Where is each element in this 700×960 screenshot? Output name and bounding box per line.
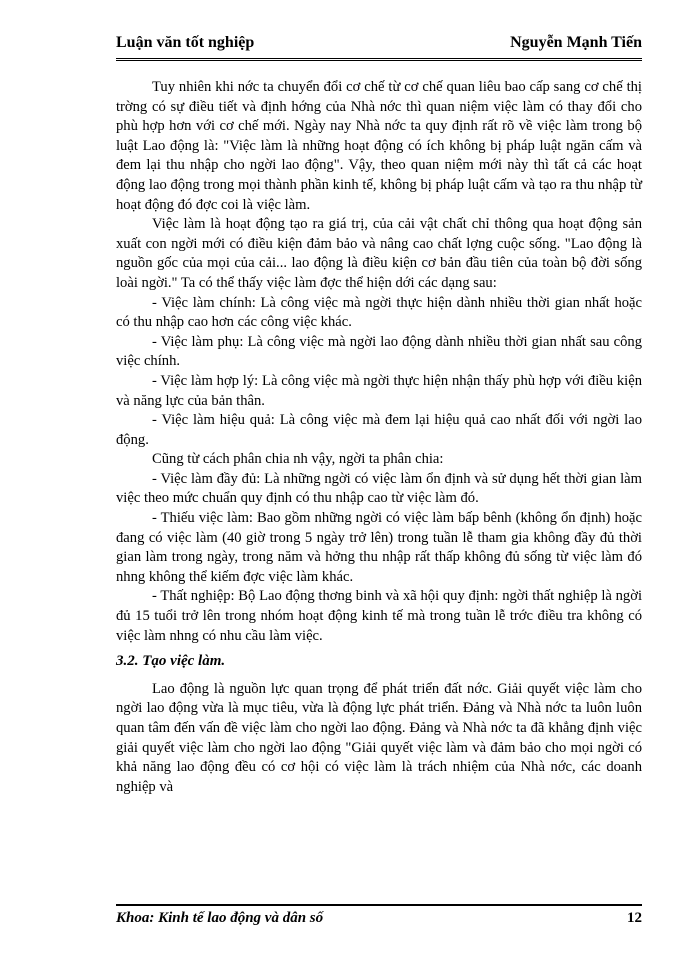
list-item: - Việc làm đầy đủ: Là những ngời có việc làm ổn định và sử dụng hết thời gian làm việc theo mức chuẩn quy định có thu nhập cao từ việc làm đó. xyxy=(116,470,642,507)
list-item: - Việc làm phụ: Là công việc mà ngời lao động dành nhiều thời gian nhất sau công việc chính. xyxy=(116,333,642,370)
page-body xyxy=(116,78,642,797)
body-paragraph: Tuy nhiên khi nớc ta chuyển đổi cơ chế từ cơ chế quan liêu bao cấp sang cơ chế thị trờng có sự điều tiết và định hớng của Nhà nớc thì quan niệm việc làm có thay đổi cho phù hợp hơn với cơ chế mới. Ngày nay Nhà nớc ta quy định rất rõ về việc làm trong bộ luật Lao động là: "Việc làm là những hoạt động có ích không bị pháp luật ngăn cấm và đem lại thu nhập cho ngời lao động". Vậy, theo quan niệm mới này thì tất cả các hoạt động lao động trong mọi thành phần kinh tế, không bị pháp luật cấm và tạo ra thu nhập từ hoạt động đó đợc coi là việc làm. xyxy=(116,79,642,213)
page-footer xyxy=(116,904,642,930)
footer-faculty: Khoa: Kinh tế lao động và dân số xyxy=(116,910,324,926)
body-paragraph: Lao động là nguồn lực quan trọng để phát triển đất nớc. Giải quyết việc làm cho ngời lao động vừa là mục tiêu, vừa là động lực phát triển. Đảng và Nhà nớc ta luôn luôn quan tâm đến vấn đề việc làm cho ngời lao động. Đảng và Nhà nớc ta đã khẳng định việc giải quyết việc làm cho ngời lao động "Giải quyết việc làm và đảm bảo cho mọi ngời có khả năng lao động đều có cơ hội có việc làm là trách nhiệm của Nhà nớc, các doanh nghiệp và xyxy=(116,680,642,795)
body-paragraph: Việc làm là hoạt động tạo ra giá trị, của cải vật chất chỉ thông qua hoạt động sản xuất con ngời mới có điều kiện đảm bảo và nâng cao chất lợng cuộc sống. "Lao động là nguồn gốc của mọi của cải... lao động là điều kiện cơ bản đầu tiên của toàn bộ đời sống loài ngời." Ta có thể thấy việc làm đợc thể hiện dới các dạng sau: xyxy=(116,216,642,291)
list-item: - Việc làm hợp lý: Là công việc mà ngời thực hiện nhận thấy phù hợp với điều kiện và năng lực của bản thân. xyxy=(116,372,642,409)
list-item: - Việc làm chính: Là công việc mà ngời thực hiện dành nhiều thời gian nhất hoặc có thu nhập cao hơn các công việc khác. xyxy=(116,294,642,331)
list-item: - Việc làm hiệu quả: Là công việc mà đem lại hiệu quả cao nhất đối với ngời lao động. xyxy=(116,412,642,448)
list-item: - Thất nghiệp: Bộ Lao động thơng binh và xã hội quy định: ngời thất nghiệp là ngời đủ 15 tuổi trở lên trong nhóm hoạt động kinh tế mà trong tuần lễ trớc điều tra không có việc làm nhng có nhu cầu làm việc. xyxy=(116,588,642,644)
page-header xyxy=(116,32,642,61)
page-number: 12 xyxy=(627,910,642,926)
body-paragraph: Cũng từ cách phân chia nh vậy, ngời ta phân chia: xyxy=(152,451,444,468)
header-thesis-label: Luận văn tốt nghiệp xyxy=(116,34,255,51)
section-heading: 3.2. Tạo việc làm. xyxy=(116,653,226,670)
list-item: - Thiếu việc làm: Bao gồm những ngời có việc làm bấp bênh (không ổn định) hoặc đang có việc làm (40 giờ trong 5 ngày trở lên) trong tuần lễ tham gia không đầy đủ thời gian làm trong ngày, trong năm và hởng thu nhập rất thấp không đủ sống từ việc làm đó nhng không thể kiếm đợc việc làm khác. xyxy=(116,510,642,585)
header-author-name: Nguyễn Mạnh Tiến xyxy=(510,34,642,51)
